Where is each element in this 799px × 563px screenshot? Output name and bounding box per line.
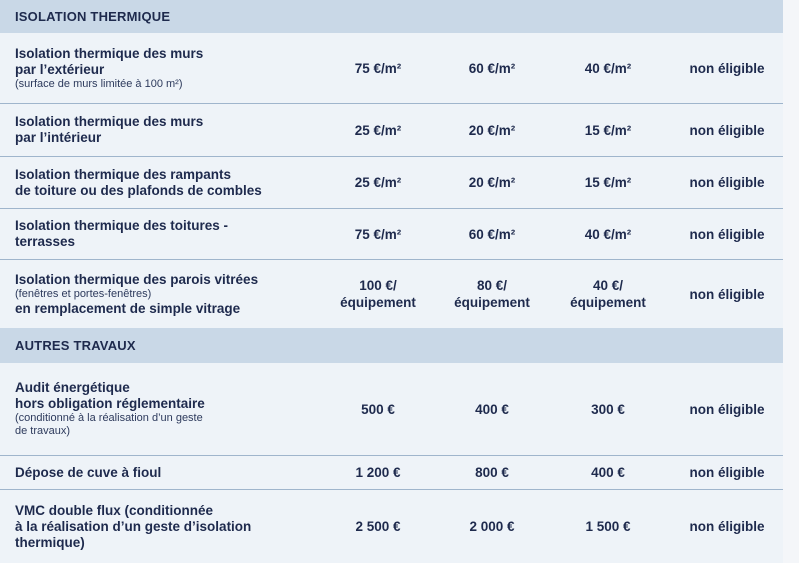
amount-cell: 40 €/m² bbox=[584, 60, 632, 76]
amount-cell: 2 000 € bbox=[469, 519, 515, 534]
row-label bbox=[0, 380, 322, 438]
row-note: de travaux) bbox=[15, 425, 71, 437]
amount-cell: 80 €/ équipement bbox=[454, 278, 530, 310]
eligibility-cell: non éligible bbox=[689, 519, 765, 534]
amount-cell: 500 € bbox=[361, 401, 395, 417]
amount-cell: 75 €/m² bbox=[354, 226, 402, 242]
row-label bbox=[0, 167, 322, 199]
eligibility-cell: non éligible bbox=[689, 60, 765, 76]
table-row bbox=[0, 208, 783, 259]
row-label-line: en remplacement de simple vitrage bbox=[15, 300, 241, 316]
amount-cell: 400 € bbox=[475, 401, 509, 417]
row-label-line: hors obligation réglementaire bbox=[15, 396, 205, 411]
row-label-line: Isolation thermique des murs bbox=[15, 114, 204, 129]
amount-cell: 20 €/m² bbox=[468, 175, 516, 190]
row-label-line: thermique) bbox=[15, 534, 85, 550]
section-header-isolation bbox=[0, 0, 783, 33]
eligibility-cell: non éligible bbox=[689, 465, 765, 480]
amount-cell: 75 €/m² bbox=[354, 60, 402, 76]
amount-cell: 1 500 € bbox=[585, 519, 631, 534]
eligibility-cell: non éligible bbox=[689, 286, 765, 302]
amount-cell: 1 200 € bbox=[355, 465, 401, 480]
table-row bbox=[0, 489, 783, 563]
amount-cell: 60 €/m² bbox=[468, 60, 516, 76]
amount-cell: 300 € bbox=[591, 401, 625, 417]
row-label bbox=[0, 503, 322, 551]
section-header-autres bbox=[0, 328, 783, 363]
section-title: ISOLATION THERMIQUE bbox=[15, 9, 171, 24]
row-note: (surface de murs limitée à 100 m²) bbox=[15, 77, 183, 90]
amount-cell: 15 €/m² bbox=[584, 175, 632, 190]
row-label-line: de toiture ou des plafonds de combles bbox=[15, 182, 262, 198]
row-label bbox=[0, 218, 322, 250]
amount-cell: 100 €/ équipement bbox=[340, 278, 416, 310]
row-label-line: à la réalisation d’un geste d’isolation bbox=[15, 518, 252, 534]
amount-cell: 15 €/m² bbox=[584, 122, 632, 138]
row-label-line: Isolation thermique des parois vitrées bbox=[15, 271, 259, 287]
amount-cell: 60 €/m² bbox=[468, 226, 516, 242]
eligibility-cell: non éligible bbox=[689, 226, 765, 242]
row-label-line: Isolation thermique des toitures - bbox=[15, 218, 229, 233]
eligibility-cell: non éligible bbox=[689, 175, 765, 190]
amount-cell: 2 500 € bbox=[355, 519, 401, 534]
amount-cell: 20 €/m² bbox=[468, 122, 516, 138]
row-label bbox=[0, 46, 322, 91]
amount-cell: 25 €/m² bbox=[354, 175, 402, 190]
row-label bbox=[0, 465, 322, 481]
row-note: (fenêtres et portes-fenêtres) bbox=[15, 287, 152, 300]
row-label-line: Isolation thermique des murs bbox=[15, 45, 204, 61]
table-row bbox=[0, 259, 783, 328]
amount-cell: 800 € bbox=[475, 465, 509, 480]
table-row bbox=[0, 103, 783, 156]
amount-cell: 40 €/m² bbox=[584, 226, 632, 242]
table-row bbox=[0, 363, 783, 455]
row-label-line: par l’extérieur bbox=[15, 61, 105, 77]
row-label-line: terrasses bbox=[15, 234, 76, 249]
row-label bbox=[0, 272, 322, 317]
eligibility-cell: non éligible bbox=[689, 122, 765, 138]
row-note: (conditionné à la réalisation d’un geste bbox=[15, 412, 203, 424]
row-label-line: Dépose de cuve à fioul bbox=[15, 464, 162, 480]
row-label-line: Isolation thermique des rampants bbox=[15, 166, 232, 182]
eligibility-cell: non éligible bbox=[689, 401, 765, 417]
page-edge bbox=[783, 0, 799, 563]
row-label-line: VMC double flux (conditionnée bbox=[15, 502, 213, 518]
amount-cell: 25 €/m² bbox=[354, 122, 402, 138]
section-title: AUTRES TRAVAUX bbox=[15, 338, 136, 353]
row-label-line: par l’intérieur bbox=[15, 130, 102, 145]
amount-cell: 40 €/ équipement bbox=[570, 278, 646, 310]
row-label-line: Audit énergétique bbox=[15, 380, 130, 395]
table-row bbox=[0, 156, 783, 208]
amount-cell: 400 € bbox=[591, 465, 625, 480]
table-row bbox=[0, 33, 783, 103]
row-label bbox=[0, 114, 322, 146]
table-row bbox=[0, 455, 783, 489]
